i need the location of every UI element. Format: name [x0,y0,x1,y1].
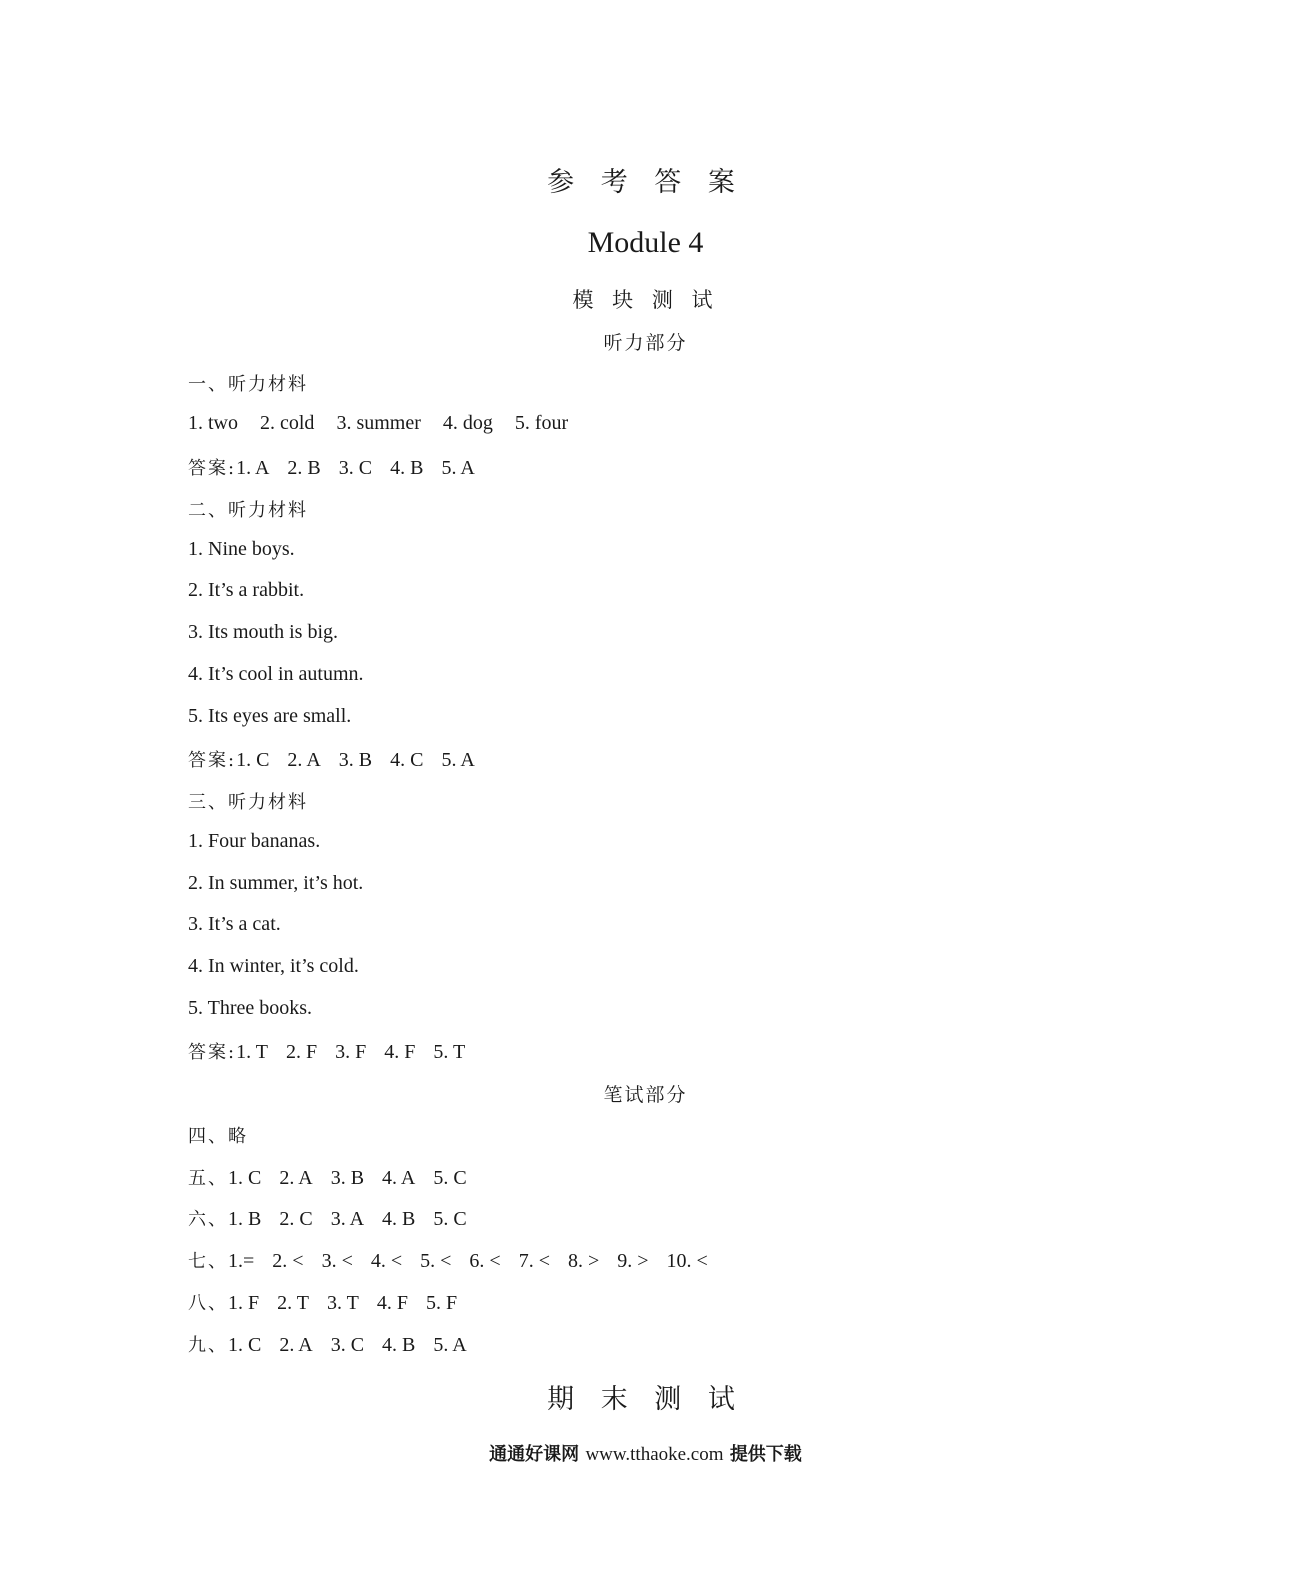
answer-item: 3. C [338,457,373,479]
answer-item: 4. B [382,1334,416,1356]
answer-item: 2. A [279,1167,313,1189]
answer-item: 5. T [433,1041,466,1063]
answer-item: 5. A [441,749,475,771]
part6-answers [188,1205,485,1231]
answer-item: 6. < [469,1250,501,1272]
part-label: 五、 [188,1168,228,1189]
part3-heading: 三、听力材料 [188,792,308,813]
answer-item: 8. > [567,1250,600,1272]
part1-answers [188,454,493,480]
answer-item: 2. C [279,1208,313,1230]
answer-item: 3. C [330,1334,365,1356]
part4-text: 略 [228,1126,248,1147]
part-label: 六、 [188,1209,228,1230]
answer-item: 3. A [330,1208,365,1230]
answer-item: 5. A [433,1334,467,1356]
answer-item: 5. F [425,1292,458,1314]
page-title: 参 考 答 案 [547,167,744,198]
written-section-heading: 笔试部分 [603,1084,688,1106]
answer-label: 答案: [188,458,237,479]
part3-line: 3. It’s a cat. [188,913,281,935]
part1-items [188,412,590,435]
part7-answers [188,1247,726,1273]
part-label: 八、 [188,1293,228,1314]
answer-item: 4. B [390,457,424,479]
answer-item: 4. F [384,1041,416,1063]
part2-line: 1. Nine boys. [188,538,295,560]
part-label: 九、 [188,1335,228,1356]
answer-item: 4. < [370,1250,403,1272]
part2-line: 4. It’s cool in autumn. [188,663,364,685]
answer-label: 答案: [188,750,237,771]
answer-item: 5. C [433,1167,467,1189]
part8-answers [188,1289,475,1315]
footer-suffix: 提供下载 [729,1444,802,1465]
list-item: 5. four [514,412,569,434]
footer-url[interactable]: www.tthaoke.com [585,1444,724,1465]
answer-item: 4. C [390,749,424,771]
part3-answers [188,1038,483,1064]
answer-item: 5. C [433,1208,467,1230]
answer-item: 4. A [382,1167,416,1189]
part-label: 四、 [188,1126,228,1147]
part3-line: 5. Three books. [188,997,313,1019]
part3-line: 1. Four bananas. [188,830,321,852]
part1-heading: 一、听力材料 [188,374,308,395]
part2-line: 5. Its eyes are small. [188,705,352,727]
answer-item: 3. B [338,749,373,771]
answer-item: 5. < [420,1250,452,1272]
answer-item: 2. < [272,1250,304,1272]
answer-item: 1.= [228,1250,255,1272]
answer-item: 1. F [228,1292,260,1314]
answer-item: 3. < [321,1250,353,1272]
list-item: 3. summer [336,412,421,434]
footer-site-name: 通通好课网 [489,1444,580,1465]
answer-item: 2. T [277,1292,309,1314]
part2-heading: 二、听力材料 [188,500,308,521]
part3-line: 4. In winter, it’s cold. [188,955,359,977]
part3-line: 2. In summer, it’s hot. [188,872,364,894]
answer-item: 3. T [326,1292,359,1314]
answer-item: 2. A [287,749,321,771]
answer-item: 2. B [287,457,321,479]
answer-item: 7. < [518,1250,550,1272]
answer-item: 10. < [666,1250,708,1272]
list-item: 2. cold [260,412,315,434]
footer [0,1440,1291,1466]
part-label: 七、 [188,1251,228,1272]
answer-item: 9. > [617,1250,649,1272]
answer-item: 5. A [441,457,475,479]
answer-label: 答案: [188,1042,237,1063]
part9-answers [188,1331,485,1357]
module-title: Module 4 [587,226,704,259]
part5-answers [188,1164,485,1190]
answer-item: 1. C [236,749,270,771]
answer-item: 1. B [228,1208,262,1230]
part2-answers [188,746,493,772]
answer-item: 4. B [382,1208,416,1230]
answer-item: 4. F [376,1292,408,1314]
answer-item: 1. C [228,1334,262,1356]
answer-item: 2. A [279,1334,313,1356]
answer-item: 1. C [228,1167,262,1189]
list-item: 4. dog [442,412,493,434]
answer-item: 1. T [236,1041,268,1063]
answer-item: 3. B [330,1167,365,1189]
listening-section-heading: 听力部分 [603,332,688,354]
answer-item: 1. A [236,457,270,479]
part4-line [188,1122,248,1148]
part2-line: 3. Its mouth is big. [188,621,339,643]
answer-item: 2. F [285,1041,318,1063]
final-test-title: 期 末 测 试 [547,1384,744,1415]
answer-item: 3. F [335,1041,367,1063]
part2-line: 2. It’s a rabbit. [188,579,305,601]
list-item: 1. two [188,412,238,434]
module-test-subtitle: 模 块 测 试 [572,288,719,312]
